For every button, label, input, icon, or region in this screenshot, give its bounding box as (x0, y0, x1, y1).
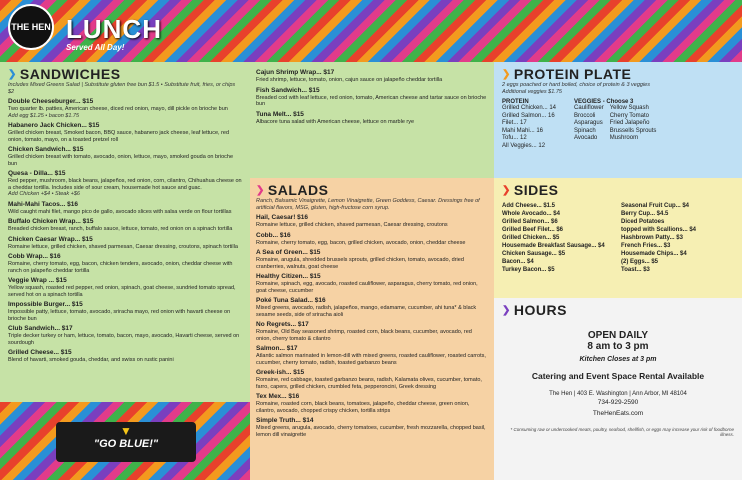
item-name: Grilled Cheese... $15 (8, 349, 72, 356)
item-description: Wild caught mahi filet, mango pico de gallo, avocado slices with salsa verde on flour tortillas (8, 208, 232, 215)
sides-heading (502, 182, 734, 198)
menu-item (8, 98, 242, 119)
protein-plate-section (494, 62, 742, 178)
item-name: Cobb... $16 (256, 231, 291, 239)
item-name: Simple Truth... $14 (256, 417, 314, 424)
veggie-option: Fried Jalapeño (609, 120, 650, 126)
salads-note: Ranch, Balsamic Vinaigrette, Lemon Vinaigrette, Green Goddess, Caesar. Dressings free of artificial flavors, MSG, gluten, high-fructose corn syrup. (256, 198, 480, 211)
page-title: LUNCH (66, 14, 162, 44)
side-item: Grilled Salmon... $6 (502, 219, 558, 225)
item-name: Club Sandwich... $17 (8, 325, 73, 332)
menu-item (256, 393, 488, 414)
side-item: Housemade Breakfast Sausage... $4 (502, 243, 605, 249)
menu-item (8, 277, 242, 298)
protein-option: All Veggies... 12 (502, 142, 546, 149)
protein-option: Mahi Mahi... 16 (502, 127, 544, 134)
item-description: Impossible patty, lettuce, tomato, avocado, sriracha mayo, red onion with havarti cheese on brioche bun (8, 309, 231, 322)
side-item: Turkey Bacon... $5 (502, 267, 555, 273)
menu-item (256, 214, 488, 229)
side-item: Grilled Beef Filet... $6 (502, 227, 564, 233)
item-name: Impossible Burger... $15 (8, 301, 83, 308)
item-description: Mixed greens, avocado, radish, jalapeños, mango, edamame, cucumber, ahi tuna* & black sesame seeds, side of sriracha aioli (256, 305, 477, 318)
item-name: Chicken Caesar Wrap... $15 (8, 235, 93, 243)
protein-option: Tofu... 12 (502, 135, 527, 141)
menu-item (256, 369, 488, 390)
go-blue-banner (0, 402, 250, 480)
go-blue-box (56, 422, 196, 462)
side-item: Seasonal Fruit Cup... $4 (621, 203, 690, 209)
sandwiches-title: SANDWICHES (19, 66, 121, 82)
side-item: (2) Eggs... $5 (621, 259, 659, 265)
veggie-option: Mushroom (609, 135, 639, 141)
item-description: Triple decker turkey or ham, lettuce, tomato, bacon, mayo, avocado, Havarti cheese, served on sourdough (8, 333, 240, 346)
protein-heading (502, 66, 734, 82)
item-description: Blend of havarti, smoked gouda, cheddar, and swiss on rustic panini (8, 357, 174, 363)
item-description: Romaine, cherry tomato, egg, bacon, chicken tenders, avocado, onion, cheddar cheese with ranch on jalapeño cheddar tortilla (8, 261, 233, 274)
side-item: Grilled Chicken... $5 (502, 235, 560, 241)
chevron-icon: ❯ (502, 304, 511, 316)
item-description: Grilled chicken breast with tomato, avocado, onion, lettuce, mayo, smoked gouda on brioche bun (8, 154, 234, 167)
veggie-option: Avocado (574, 135, 598, 141)
kitchen-closes: Kitchen Closes at 3 pm (579, 356, 657, 363)
item-name: Buffalo Chicken Wrap... $15 (8, 218, 94, 225)
protein-columns (502, 99, 734, 150)
hours-title: HOURS (513, 302, 567, 318)
menu-item (256, 87, 488, 108)
hen-logo: THE HEN (8, 4, 54, 50)
item-description: Albacore tuna salad with American cheese, lettuce on marble rye (256, 118, 415, 125)
item-name: Tuna Melt... $15 (256, 110, 304, 118)
salads-section (250, 178, 494, 480)
side-item: Berry Cup... $4.5 (621, 211, 669, 217)
menu-item (8, 146, 242, 167)
hours-heading (502, 302, 734, 318)
veggie-option: Yellow Squash (609, 105, 649, 111)
side-item: Chicken Sausage... $5 (502, 251, 566, 257)
menu-item (8, 122, 242, 143)
menu-item (256, 273, 488, 294)
item-addon: Add egg $1.25 • bacon $1.75 (8, 112, 80, 119)
address: The Hen | 403 E. Washington | Ann Arbor, MI 48104 (549, 391, 687, 397)
protein-note-2: Additional veggies $1.75 (502, 88, 562, 95)
side-item: Bacon... $4 (502, 259, 534, 265)
item-name: Cobb Wrap... $16 (8, 253, 61, 260)
sides-right-list (621, 202, 734, 274)
item-name: Healthy Citizen... $15 (256, 273, 321, 280)
menu-item (256, 69, 488, 84)
veggies-header: VEGGIES - Choose 3 (574, 99, 634, 105)
veggies-list (574, 105, 656, 143)
side-item: Housemade Chips... $4 (621, 251, 687, 257)
menu-item (8, 301, 242, 322)
sides-columns (502, 202, 734, 274)
menu-item (256, 232, 488, 247)
salads-heading (256, 182, 488, 198)
side-item: Diced Potatoes (621, 219, 665, 225)
item-description: Romaine lettuce, grilled chicken, shaved parmesan, Caesar dressing, croutons (256, 222, 448, 228)
chevron-icon: ❯ (502, 184, 511, 196)
side-item: topped with Scallions... $4 (621, 227, 697, 233)
salad-list (256, 214, 488, 438)
protein-list (502, 105, 556, 150)
menu-item (8, 170, 242, 198)
item-description: Mixed greens, arugula, avocado, cherry tomatoes, cucumber, fresh mozzarella, chopped basil, lemon dill vinaigrette (256, 425, 486, 438)
sandwich-list (8, 98, 242, 364)
menu-item (8, 218, 242, 233)
protein-note: 2 eggs poached or hard boiled, choice of protein & 3 veggies (502, 82, 650, 88)
protein-title: PROTEIN PLATE (513, 66, 632, 82)
item-description: Breaded cod with leaf lettuce, red onion, tomato, American cheese and tartar sauce on brioche bun (256, 94, 487, 107)
menu-item (8, 349, 242, 364)
open-hours: 8 am to 3 pm (587, 341, 649, 352)
item-description: Romaine lettuce, grilled chicken, shaved parmesan, Caesar dressing, croutons, spinach tortilla (8, 243, 238, 250)
sides-section (494, 178, 742, 298)
open-daily: OPEN DAILY (587, 330, 649, 341)
wolverine-icon: ▼ (120, 424, 132, 438)
menu-item (256, 111, 488, 126)
side-item: Toast... $3 (621, 267, 650, 273)
item-description: Grilled chicken breast, Smoked bacon, BBQ sauce, habanero jack cheese, leaf lettuce, red onion, tomato, mayo, on a toasted pretzel roll (8, 130, 230, 143)
side-item: Add Cheese... $1.5 (502, 203, 556, 209)
go-blue-text: "GO BLUE!" (93, 438, 159, 450)
item-name: Mahi-Mahi Tacos... $16 (8, 200, 78, 208)
veggie-option: Brussells Sprouts (609, 127, 657, 134)
salads-title: SALADS (267, 182, 329, 198)
item-description: Breaded chicken breast, ranch, buffalo sauce, lettuce, tomato, red onion on a spinach tortilla (8, 226, 233, 232)
item-description: Romaine, Old Bay seasoned shrimp, roasted corn, black beans, cucumber, avocado, red onion, cherry tomato & cilantro (256, 329, 472, 342)
page-subtitle: Served All Day! (66, 43, 125, 52)
item-name: Greek-ish... $15 (256, 369, 305, 376)
veggie-option: Spinach (574, 127, 596, 134)
veggie-option: Cauliflower (574, 105, 604, 111)
item-description: Red pepper, mushroom, black beans, jalapeños, red onion, corn, cilantro, Chihuahua cheese on a cheddar tortilla. Includes side of sour cream, housemade hot sauce and guac. (8, 178, 242, 191)
sides-left-list (502, 202, 615, 274)
menu-item (256, 417, 488, 438)
item-description: Romaine, cherry tomato, egg, bacon, grilled chicken, avocado, onion, cheddar cheese (256, 239, 466, 246)
protein-option: Grilled Salmon... 16 (502, 112, 555, 119)
header-banner (0, 0, 742, 62)
item-description: Atlantic salmon marinated in lemon-dill with mixed greens, roasted cauliflower, roasted carrots, cucumber, cherry tomato, radish, toasted garbanzo beans (256, 353, 486, 366)
item-name: Poké Tuna Salad... $16 (256, 297, 326, 304)
item-name: Double Cheeseburger... $15 (8, 98, 94, 105)
menu-item (8, 201, 242, 216)
protein-option: Filet... 17 (502, 120, 527, 126)
sandwiches-note: Includes Mixed Greens Salad | Substitute gluten free bun $1.5 • Substitute fruit, fries, or chips $2 (8, 82, 236, 95)
item-description: Romaine, arugula, shredded brussels sprouts, grilled chicken, tomato, avocado, dried cranberries, walnuts, goat cheese (256, 257, 464, 270)
catering-note: Catering and Event Space Rental Available (531, 371, 705, 381)
disclaimer: * Consuming raw or undercooked meats, poultry, seafood, shellfish, or eggs may increase your risk of foodborne illness. (510, 427, 734, 437)
side-item: French Fries... $3 (621, 243, 671, 249)
menu-item (256, 297, 488, 318)
sandwiches-heading (8, 66, 242, 82)
menu-item (8, 325, 242, 346)
chevron-icon: ❯ (8, 68, 17, 80)
item-name: Habanero Jack Chicken... $15 (8, 122, 100, 129)
item-name: Hail, Caesar! $16 (256, 214, 309, 221)
veggie-option: Broccoli (574, 112, 596, 119)
side-item: Hashbrown Patty... $3 (621, 235, 683, 241)
website: TheHenEats.com (592, 410, 644, 417)
item-name: Veggie Wrap ... $15 (8, 277, 67, 284)
item-addon: Add Chicken +$4 • Steak +$6 (8, 191, 80, 197)
chevron-icon: ❯ (256, 184, 265, 196)
protein-header: PROTEIN (502, 99, 529, 105)
menu-item (256, 321, 488, 342)
side-item: Whole Avocado... $4 (502, 211, 560, 217)
hours-section (494, 298, 742, 480)
item-name: Fish Sandwich... $15 (256, 86, 320, 94)
menu-item (256, 345, 488, 366)
item-name: Cajun Shrimp Wrap... $17 (256, 69, 335, 76)
item-name: Tex Mex... $16 (256, 393, 300, 400)
menu-item (256, 249, 488, 270)
item-description: Romaine, spinach, egg, avocado, roasted cauliflower, asparagus, cherry tomato, red onion, goat cheese, cucumber (256, 281, 478, 294)
item-name: Chicken Sandwich... $15 (8, 146, 84, 153)
item-name: Quesa - Dilla... $15 (8, 170, 66, 177)
item-name: Salmon... $17 (256, 345, 298, 352)
item-description: Romaine, red cabbage, toasted garbanzo beans, radish, Kalamata olives, cucumber, tomato, farro, capers, grilled chicken, crumbled feta, pepperoncini, Greek dressing (256, 377, 482, 390)
item-name: A Sea of Green... $15 (256, 249, 321, 256)
protein-option: Grilled Chicken... 14 (502, 105, 557, 111)
item-description: Two quarter lb. patties, American cheese, diced red onion, mayo, dill pickle on brioche bun (8, 106, 228, 112)
veggie-option: Cherry Tomato (609, 112, 649, 119)
item-description: Yellow squash, roasted red pepper, red onion, spinach, goat cheese, sundried tomato spread, served hot on a spinach tortilla (8, 285, 236, 298)
item-description: Fried shrimp, lettuce, tomato, onion, cajun sauce on jalapeño cheddar tortilla (256, 77, 443, 83)
chevron-icon: ❯ (502, 68, 511, 80)
sides-title: SIDES (513, 182, 559, 198)
veggie-option: Asparagus (574, 120, 603, 126)
menu-item (8, 253, 242, 274)
item-description: Romaine, roasted corn, black beans, tomatoes, jalapeño, cheddar cheese, green onion, cilantro, avocado, chopped crispy chicken, tortilla strips (256, 401, 470, 414)
sandwiches-section (0, 62, 250, 402)
more-sandwiches-section (250, 62, 494, 178)
phone-number: 734-929-2590 (597, 399, 639, 406)
menu-item (8, 236, 242, 251)
item-name: No Regrets... $17 (256, 321, 309, 328)
protein-column (502, 99, 556, 150)
veggies-column (574, 99, 656, 150)
more-sandwich-list (256, 69, 488, 125)
